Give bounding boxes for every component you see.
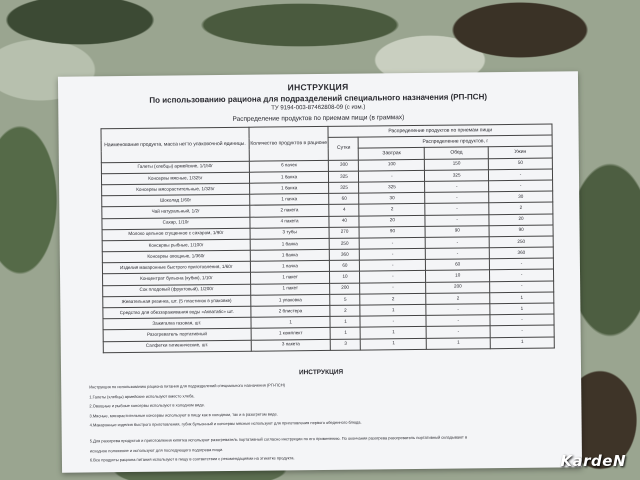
cell-dinner: 50 [488, 158, 552, 170]
cell-daily: 360 [330, 249, 360, 261]
cell-breakfast: - [360, 248, 426, 260]
cell-dinner: 90 [489, 225, 553, 237]
cell-breakfast: 20 [359, 215, 425, 227]
cell-quantity: 1 банка [250, 249, 330, 261]
header-product-name: Наименование продукта, масса нетто упаковочной единицы. [101, 127, 249, 162]
cell-product-name: Консервы мясные, 1/325г [101, 172, 249, 185]
cell-quantity: 1 пачка [250, 261, 330, 273]
cell-daily: 250 [330, 238, 360, 250]
cell-quantity: 1 упаковка [250, 294, 330, 306]
cell-product-name: Шоколад 1/60г [102, 194, 250, 207]
cell-quantity: 3 тубы [250, 227, 330, 239]
cell-dinner: 1 [490, 292, 554, 304]
cell-quantity: 1 комплект [251, 328, 331, 340]
cell-daily: 60 [329, 193, 359, 205]
cell-breakfast: - [360, 282, 426, 294]
cell-product-name: Зажигалка газовая, шт. [103, 317, 251, 330]
header-breakfast: Завтрак [359, 148, 425, 160]
cell-quantity: 1 пакет [250, 272, 330, 284]
cell-product-name: Сок плодовый (фруктовый), 1/200г [103, 284, 251, 297]
spec-code: ТУ 9194-003-87462808-09 (с изм.) [271, 104, 366, 112]
cell-breakfast: 30 [359, 193, 425, 205]
instruction-line: 3.Мясные, мясорастительные консервы используют в пищу как в холодном, так и в разогретом виде. [89, 411, 278, 419]
cell-product-name: Разогреватель портативный [103, 329, 251, 342]
cell-quantity: 4 пакета [250, 216, 330, 228]
cell-breakfast: 1 [361, 327, 427, 339]
cell-dinner: - [490, 314, 554, 326]
header-distribution: Распределение продуктов по приемам пищи [328, 124, 552, 138]
cell-lunch: - [425, 192, 489, 204]
header-dinner: Ужин [488, 146, 552, 158]
cell-lunch: - [425, 181, 489, 193]
sheet-title: ИНСТРУКЦИЯ [287, 81, 349, 93]
cell-daily: 3 [331, 339, 361, 351]
cell-dinner: - [489, 258, 553, 270]
cell-breakfast: 2 [359, 204, 425, 216]
cell-lunch: - [425, 203, 489, 215]
cell-quantity: 6 пачек [249, 160, 329, 172]
cell-lunch: 60 [426, 259, 490, 271]
cell-dinner: 30 [489, 191, 553, 203]
cell-daily: 300 [329, 160, 359, 172]
cell-dinner: - [489, 169, 553, 181]
cell-breakfast: - [359, 170, 425, 182]
cell-daily: 4 [329, 204, 359, 216]
cell-daily: 40 [329, 216, 359, 228]
cell-dinner: 2 [489, 202, 553, 214]
cell-dinner: 360 [489, 247, 553, 259]
cell-lunch: 1 [426, 337, 490, 349]
cell-lunch: 150 [425, 158, 489, 170]
cell-lunch: - [426, 248, 490, 260]
table-caption: Распределение продуктов по приемам пищи (в граммах) [232, 114, 405, 123]
cell-lunch: - [426, 304, 490, 316]
cell-dinner: - [490, 281, 554, 293]
cell-breakfast: 325 [359, 181, 425, 193]
cell-product-name: Молоко цельное сгущенное с сахаром, 1/90г [102, 228, 250, 241]
header-daily: Сутки [329, 137, 359, 160]
instruction-line: 1.Галеты (хлебцы) армейские используют вместо хлеба. [89, 392, 195, 400]
cell-lunch: 325 [425, 169, 489, 181]
header-quantity: Количество продуктов в рационе [249, 126, 329, 160]
cell-daily: 60 [330, 260, 360, 272]
cell-lunch: - [426, 326, 490, 338]
header-meals: Распределение продуктов, г [359, 135, 553, 148]
instructions-title: ИНСТРУКЦИЯ [298, 368, 344, 377]
cell-quantity: 1 пачка [249, 194, 329, 206]
cell-quantity: 1 [251, 317, 331, 329]
cell-product-name: Консервы овощные, 1/360г [102, 250, 250, 263]
cell-lunch: - [425, 214, 489, 226]
cell-breakfast: - [360, 260, 426, 272]
instruction-line: 4.Макаронные изделия быстрого приготовления, губик бульонный и консервы мясные используют для приготовления первого обеденного блюда. [89, 419, 362, 428]
cell-product-name: Сахар, 1/10г [102, 217, 250, 230]
cell-daily: 200 [330, 283, 360, 295]
cell-dinner: 1 [490, 303, 554, 315]
cell-daily: 270 [330, 227, 360, 239]
cell-product-name: Консервы рыбные, 1/100г [102, 239, 250, 252]
cell-breakfast: - [360, 237, 426, 249]
cell-lunch: 90 [425, 225, 489, 237]
cell-dinner: - [490, 269, 554, 281]
cell-dinner: 1 [490, 337, 554, 349]
cell-breakfast: - [360, 271, 426, 283]
cell-lunch: - [425, 237, 489, 249]
cell-lunch: 200 [426, 281, 490, 293]
cell-product-name: Средство для обеззараживания воды «Акватабс» шт. [103, 306, 251, 319]
instruction-line: исходное положение и используют для последующего подогрева пищи. [89, 446, 224, 453]
cell-breakfast: - [360, 316, 426, 328]
cell-product-name: Изделия макаронные быстрого приготовления, 1/60г [102, 261, 250, 274]
instruction-line: Инструкция по использованию рациона питания для подразделений специального назначения (РП-ПСН) [89, 382, 286, 390]
cell-daily: 325 [329, 171, 359, 183]
ration-table [100, 124, 554, 353]
cell-quantity: 2 пакета [249, 205, 329, 217]
cell-quantity: 1 пакет [250, 283, 330, 295]
cell-dinner: 20 [489, 214, 553, 226]
cell-product-name: Салфетки гигиенические, шт. [103, 340, 251, 353]
cell-daily: 1 [331, 327, 361, 339]
cell-breakfast: 90 [359, 226, 425, 238]
instructions-text [89, 377, 564, 465]
cell-daily: 5 [330, 294, 360, 306]
cell-daily: 325 [329, 182, 359, 194]
instruction-line: 6.Все продукты рациона питания используют в пищу в соответствии с рекомендациями на этикетке продукта. [89, 455, 295, 463]
cell-product-name: Жевательная резинка, шт. (5 пластинок в упаковке) [103, 295, 251, 308]
instruction-line: 2.Овощные и рыбные консервы используют в холодном виде. [89, 402, 205, 409]
cell-product-name: Чай натуральный, 1/2г [102, 206, 250, 219]
sheet-subtitle: По использованию рациона для подразделений специального назначения (РП-ПСН) [149, 92, 488, 105]
cell-quantity: 1 банка [249, 171, 329, 183]
cell-daily: 1 [330, 316, 360, 328]
cell-breakfast: 1 [360, 304, 426, 316]
cell-dinner: - [489, 180, 553, 192]
instruction-line: 5.Для разогрева продуктов и приготовления кипятка используют разогреватель портативный согласно инструкции по его применению. По окончании разогрева разогреватель портативный складывают в [89, 434, 468, 444]
cell-breakfast: 2 [360, 293, 426, 305]
instruction-sheet [58, 71, 582, 472]
cell-breakfast: 1 [361, 338, 427, 350]
cell-quantity: 2 блистера [251, 305, 331, 317]
cell-product-name: Консервы мясорастительные, 1/325г [102, 183, 250, 196]
cell-product-name: Концентрат бульона (кубик), 1/10г [103, 273, 251, 286]
header-lunch: Обед [424, 147, 488, 159]
cell-lunch: - [426, 315, 490, 327]
cell-quantity: 1 банка [250, 238, 330, 250]
cell-dinner: - [490, 325, 554, 337]
cell-product-name: Галеты (хлебцы) армейские, 1/150г [101, 161, 249, 174]
cell-lunch: 10 [426, 270, 490, 282]
cell-breakfast: 100 [359, 159, 425, 171]
watermark-logo: KardeN [560, 452, 626, 470]
cell-daily: 2 [330, 305, 360, 317]
cell-lunch: 2 [426, 293, 490, 305]
cell-quantity: 3 пакета [251, 339, 331, 351]
cell-dinner: 250 [489, 236, 553, 248]
cell-quantity: 1 банка [249, 182, 329, 194]
cell-daily: 10 [330, 272, 360, 284]
